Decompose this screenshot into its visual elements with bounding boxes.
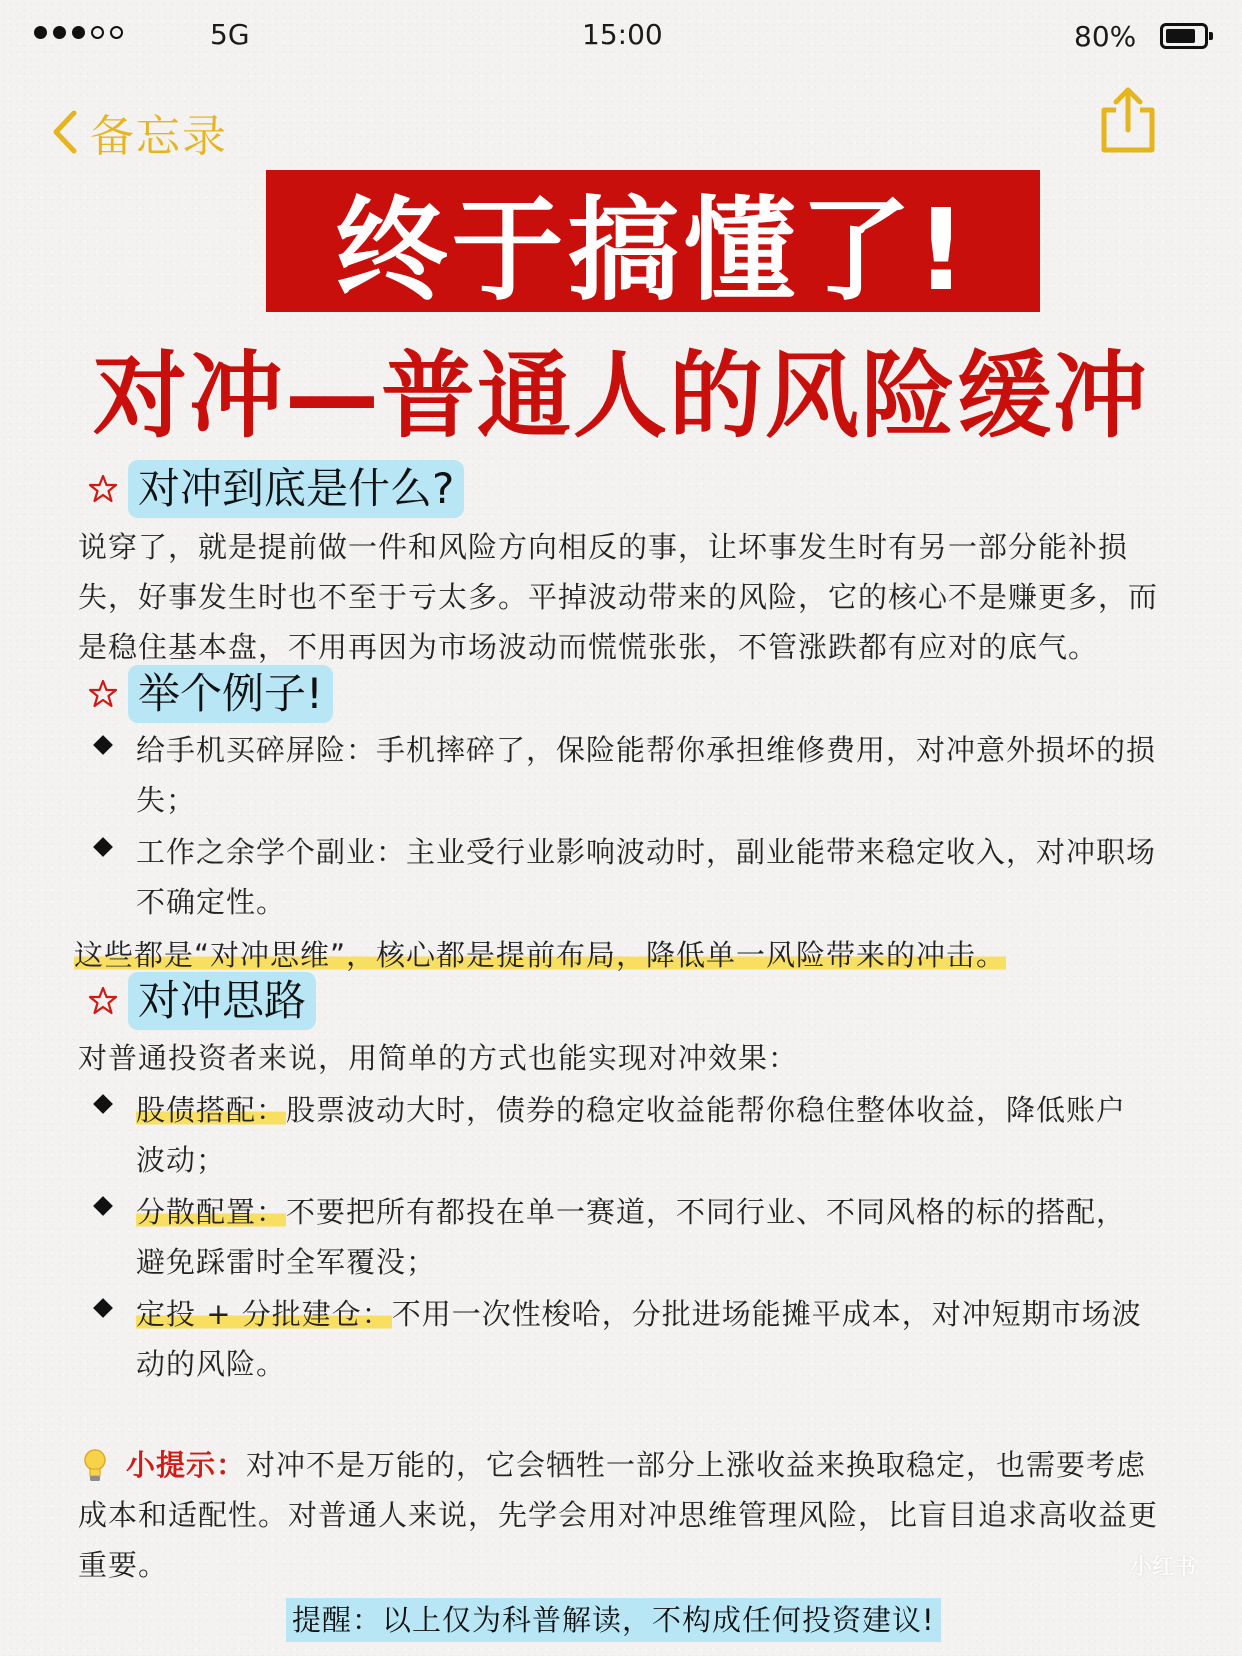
tip-label: 小提示： — [126, 1448, 247, 1482]
star-icon — [88, 474, 118, 504]
star-icon — [88, 679, 118, 709]
approach-item-label: 股债搭配： — [136, 1093, 287, 1127]
bullet-diamond-icon — [93, 837, 113, 857]
bullet-diamond-icon — [93, 1094, 113, 1114]
approach-intro: 对普通投资者来说，用简单的方式也能实现对冲效果： — [78, 1041, 799, 1075]
subheadline: 对冲—普通人的风险缓冲 — [92, 342, 1149, 451]
chevron-left-icon — [50, 107, 80, 157]
summary-highlight: 这些都是“对冲思维”，核心都是提前布局，降低单一风险带来的冲击。 — [74, 938, 1007, 972]
disclaimer: 提醒：以上仅为科普解读，不构成任何投资建议! — [286, 1598, 941, 1642]
approach-item-text: 不要把所有都投在单一赛道，不同行业、不同风格的标的搭配，避免踩雷时全军覆没； — [136, 1195, 1127, 1279]
approach-item-text: 不用一次性梭哈，分批进场能摊平成本，对冲短期市场波动的风险。 — [136, 1297, 1142, 1381]
headline: 终于搞懂了! — [335, 185, 971, 316]
section-title: 对冲思路 — [128, 972, 316, 1030]
approach-item — [136, 1085, 1156, 1185]
star-icon — [88, 986, 118, 1016]
example-item: 给手机买碎屏险：手机摔碎了，保险能帮你承担维修费用，对冲意外损坏的损失； — [136, 733, 1157, 817]
battery-percentage: 80% — [1074, 20, 1137, 53]
bullet-diamond-icon — [93, 735, 113, 755]
approach-item — [136, 1289, 1156, 1389]
share-icon[interactable] — [1096, 84, 1160, 156]
signal-strength-icon — [34, 26, 123, 39]
section-what-body: 说穿了，就是提前做一件和风险方向相反的事，让坏事发生时有另一部分能补损失，好事发生时也不至于亏太多。平掉波动带来的风险，它的核心不是赚更多，而是稳住基本盘，不用再因为市场波动而慌慌张张，不管涨跌都有应对的底气。 — [78, 530, 1159, 664]
example-item: 工作之余学个副业：主业受行业影响波动时，副业能带来稳定收入，对冲职场不确定性。 — [136, 835, 1157, 919]
approach-item-label: 分散配置： — [136, 1195, 287, 1229]
headline-banner — [266, 170, 1040, 316]
carrier-label: 5G — [210, 18, 250, 51]
back-button[interactable] — [50, 100, 228, 164]
battery-icon — [1160, 23, 1208, 49]
watermark-logo: 小红书 — [1130, 1555, 1197, 1580]
bullet-diamond-icon — [93, 1298, 113, 1318]
section-title: 举个例子! — [128, 665, 333, 723]
tip-paragraph — [78, 1440, 1158, 1590]
approach-item — [136, 1187, 1156, 1287]
status-bar — [0, 0, 1242, 72]
approach-item-text: 股票波动大时，债券的稳定收益能帮你稳住整体收益，降低账户波动； — [136, 1093, 1127, 1177]
approach-item-label: 定投 + 分批建仓： — [136, 1297, 392, 1331]
back-label: 备忘录 — [90, 111, 228, 162]
section-approach-heading — [88, 972, 316, 1030]
tip-text: 对冲不是万能的，它会牺牲一部分上涨收益来换取稳定，也需要考虑成本和适配性。对普通人来说，先学会用对冲思维管理风险，比盲目追求高收益更重要。 — [78, 1448, 1159, 1582]
section-example-heading — [88, 665, 333, 723]
section-title: 对冲到底是什么? — [128, 460, 464, 518]
section-what-heading — [88, 460, 464, 518]
bullet-diamond-icon — [93, 1196, 113, 1216]
clock: 15:00 — [582, 18, 663, 51]
